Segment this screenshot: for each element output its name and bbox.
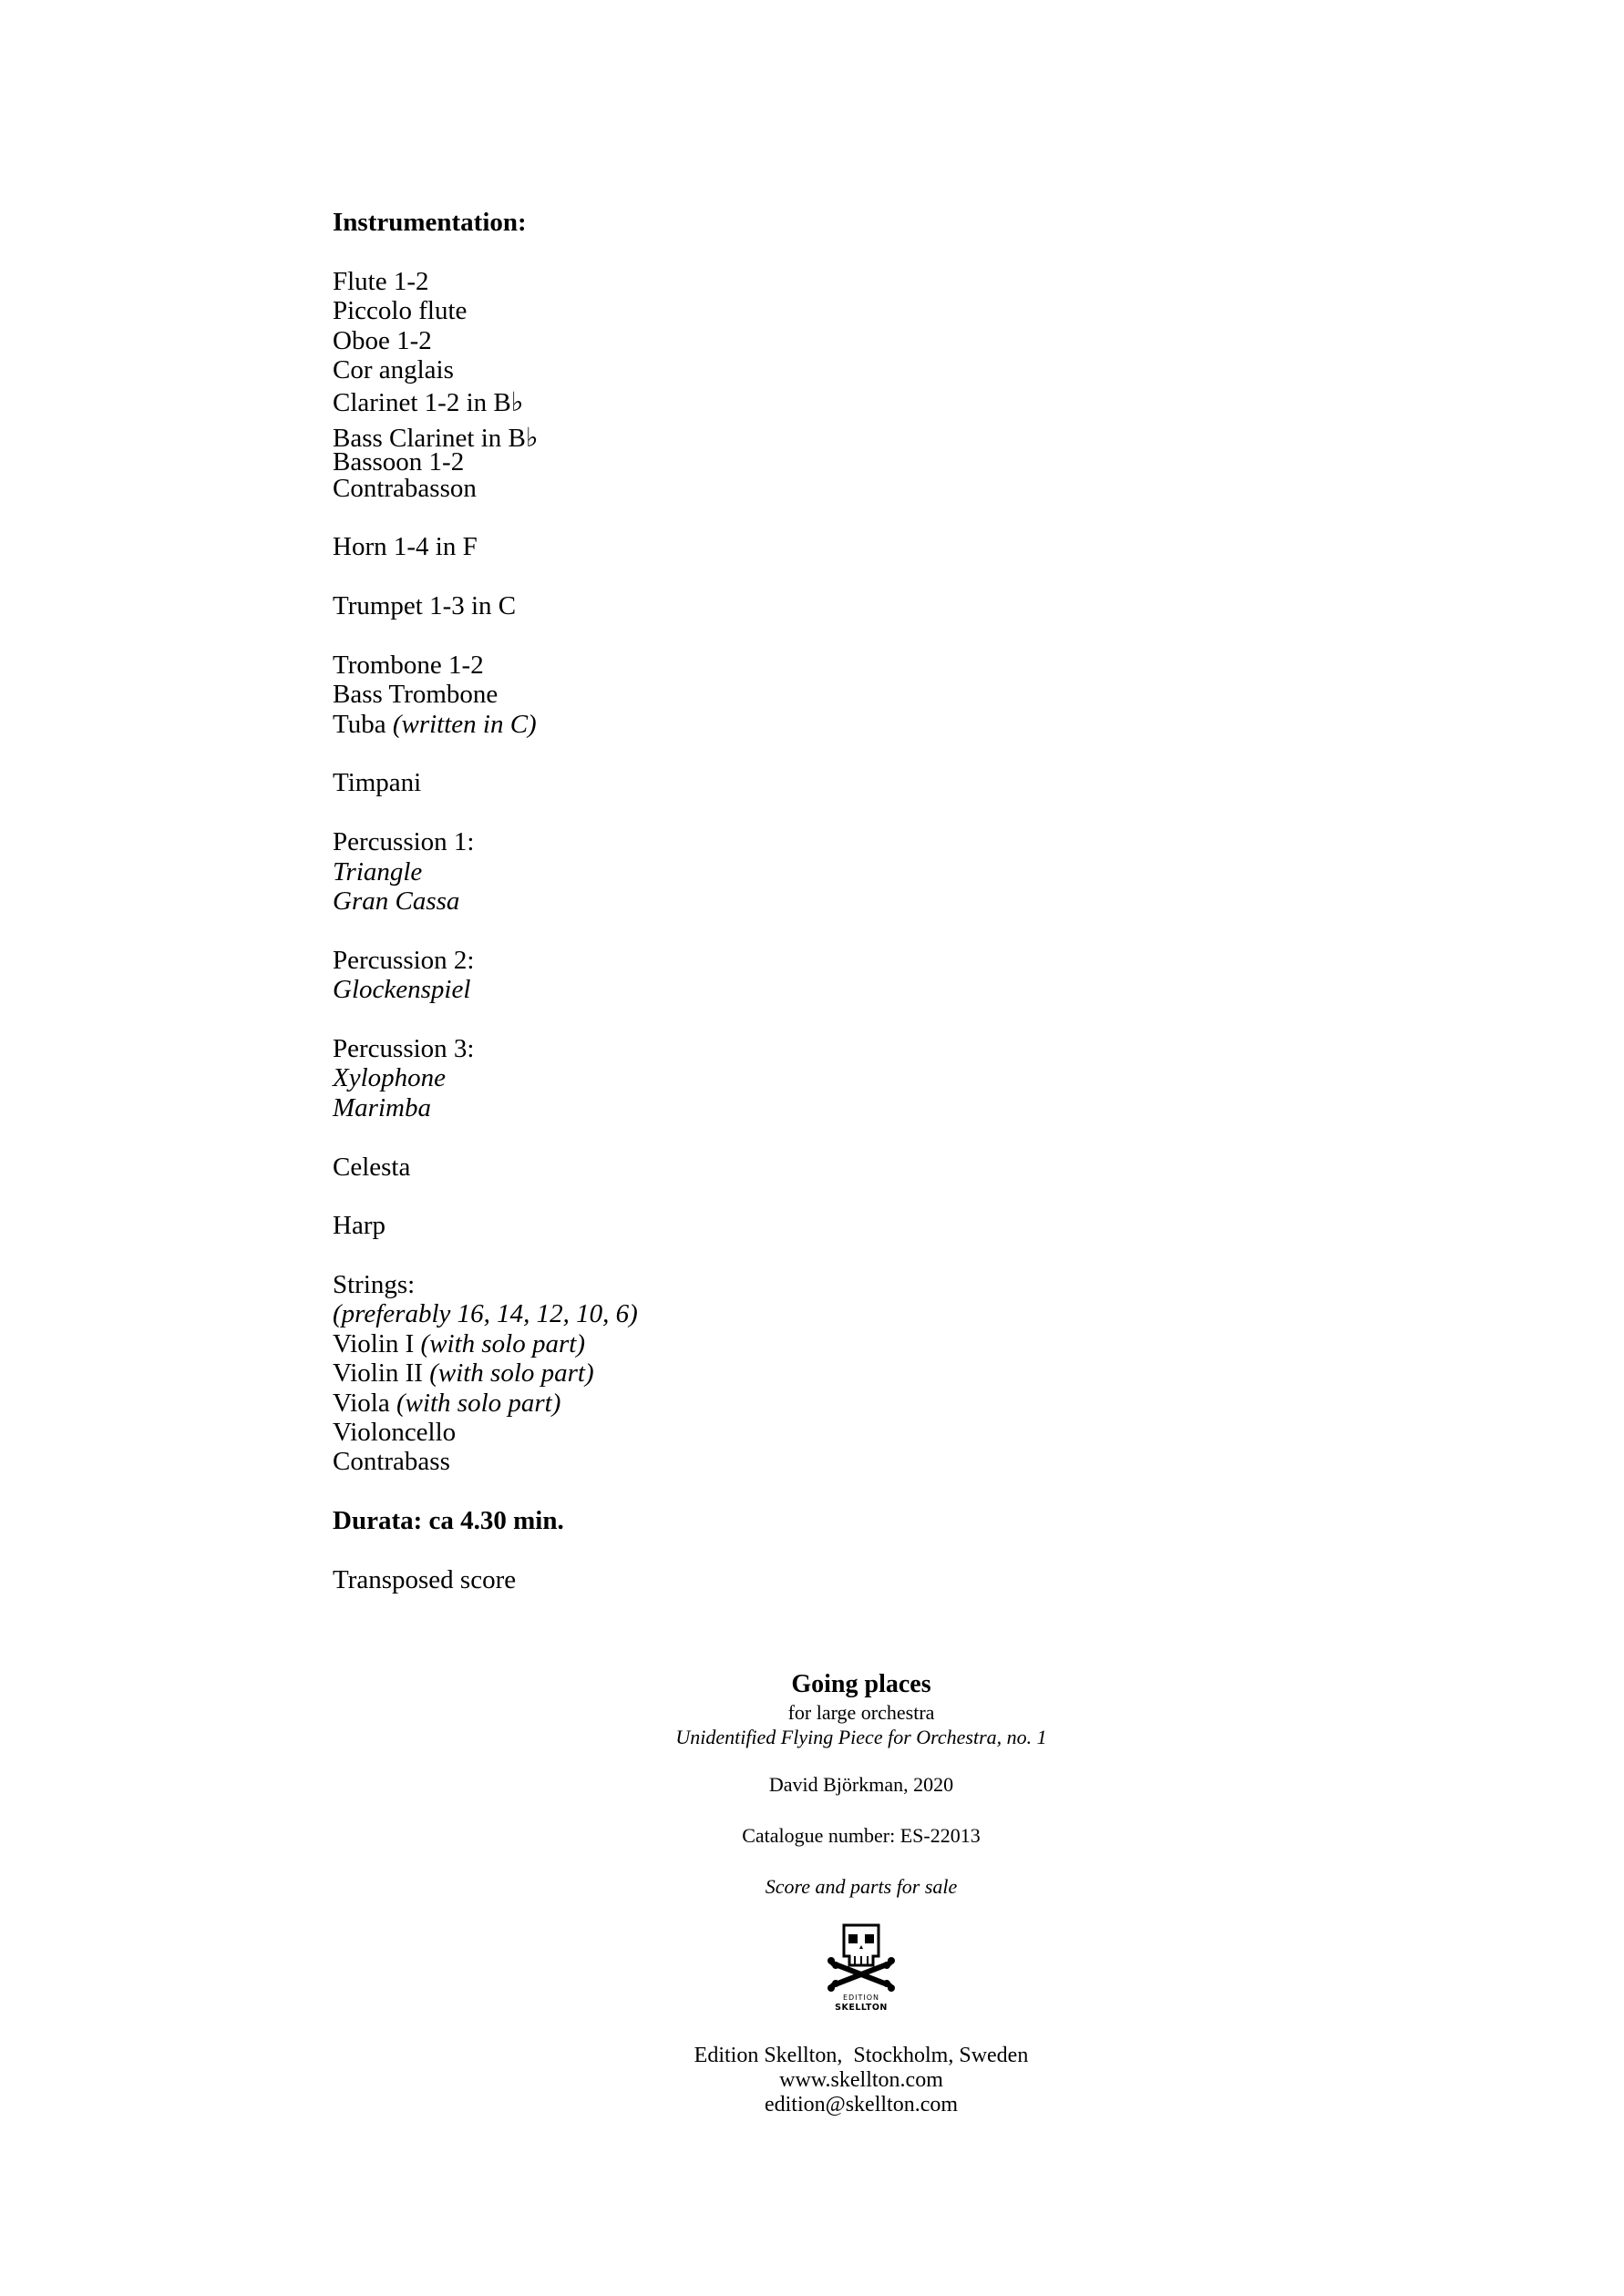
instrument-oboe: Oboe 1-2: [333, 325, 432, 355]
instrument-horn: Horn 1-4 in F: [333, 532, 478, 562]
instrument-violin-1: Violin I (with solo part): [333, 1328, 585, 1358]
instrument-trombone: Trombone 1-2: [333, 650, 484, 680]
instrument-cor-anglais: Cor anglais: [333, 354, 454, 384]
instrument-contrabasson: Contrabasson: [333, 473, 477, 503]
instrument-harp: Harp: [333, 1211, 385, 1241]
percussion3-item: Marimba: [333, 1092, 431, 1122]
percussion3-label: Percussion 3:: [333, 1033, 475, 1063]
instrument-flute: Flute 1-2: [333, 266, 429, 296]
email[interactable]: edition@skellton.com: [764, 2093, 959, 2117]
instrument-contrabass: Contrabass: [333, 1447, 450, 1477]
instrument-bassoon: Bassoon 1-2: [333, 447, 465, 477]
instrument-violoncello: Violoncello: [333, 1418, 457, 1448]
percussion1-item: Gran Cassa: [333, 886, 460, 916]
work-title: Going places: [791, 1670, 931, 1698]
availability: Score and parts for sale: [765, 1875, 958, 1898]
catalogue-number: Catalogue number: ES-22013: [742, 1824, 981, 1847]
instrument-tuba: Tuba (written in C): [333, 709, 537, 739]
instrument-clarinet: Clarinet 1-2 in B♭: [333, 388, 524, 418]
instrument-viola: Viola (with solo part): [333, 1388, 561, 1418]
percussion1-label: Percussion 1:: [333, 827, 475, 857]
website[interactable]: www.skellton.com: [779, 2068, 943, 2092]
percussion3-item: Xylophone: [333, 1063, 447, 1093]
colophon: [538, 1669, 1185, 2117]
instrumentation-list: [333, 208, 638, 1594]
logo-text-top: EDITION: [842, 1994, 880, 2002]
publisher: Edition Skellton, Stockholm, Sweden: [694, 2044, 1029, 2067]
instrument-timpani: Timpani: [333, 768, 422, 798]
instrument-trumpet: Trumpet 1-3 in C: [333, 591, 517, 621]
instrument-celesta: Celesta: [333, 1152, 411, 1182]
instrumentation-heading: Instrumentation:: [333, 208, 527, 237]
instrument-bass-trombone: Bass Trombone: [333, 680, 499, 710]
work-for: for large orchestra: [787, 1701, 935, 1724]
logo-text-bottom: SKELLTON: [835, 2003, 888, 2013]
strings-label: Strings:: [333, 1270, 416, 1300]
tuba-note: (written in C): [392, 709, 537, 739]
percussion2-item: Glockenspiel: [333, 975, 471, 1005]
score-type: Transposed score: [333, 1564, 517, 1594]
duration: Durata: ca 4.30 min.: [333, 1506, 564, 1536]
percussion1-item: Triangle: [333, 856, 423, 887]
work-subtitle: Unidentified Flying Piece for Orchestra, no. 1: [675, 1726, 1047, 1748]
instrument-piccolo: Piccolo flute: [333, 296, 468, 326]
strings-note: (preferably 16, 14, 12, 10, 6): [333, 1299, 638, 1329]
skull-crossbones-icon: [820, 1920, 902, 2014]
composer-year: David Björkman, 2020: [768, 1773, 954, 1796]
percussion2-label: Percussion 2:: [333, 945, 475, 975]
instrument-bass-clarinet: Bass Clarinet in B♭: [333, 423, 539, 453]
instrument-violin-2: Violin II (with solo part): [333, 1358, 594, 1389]
